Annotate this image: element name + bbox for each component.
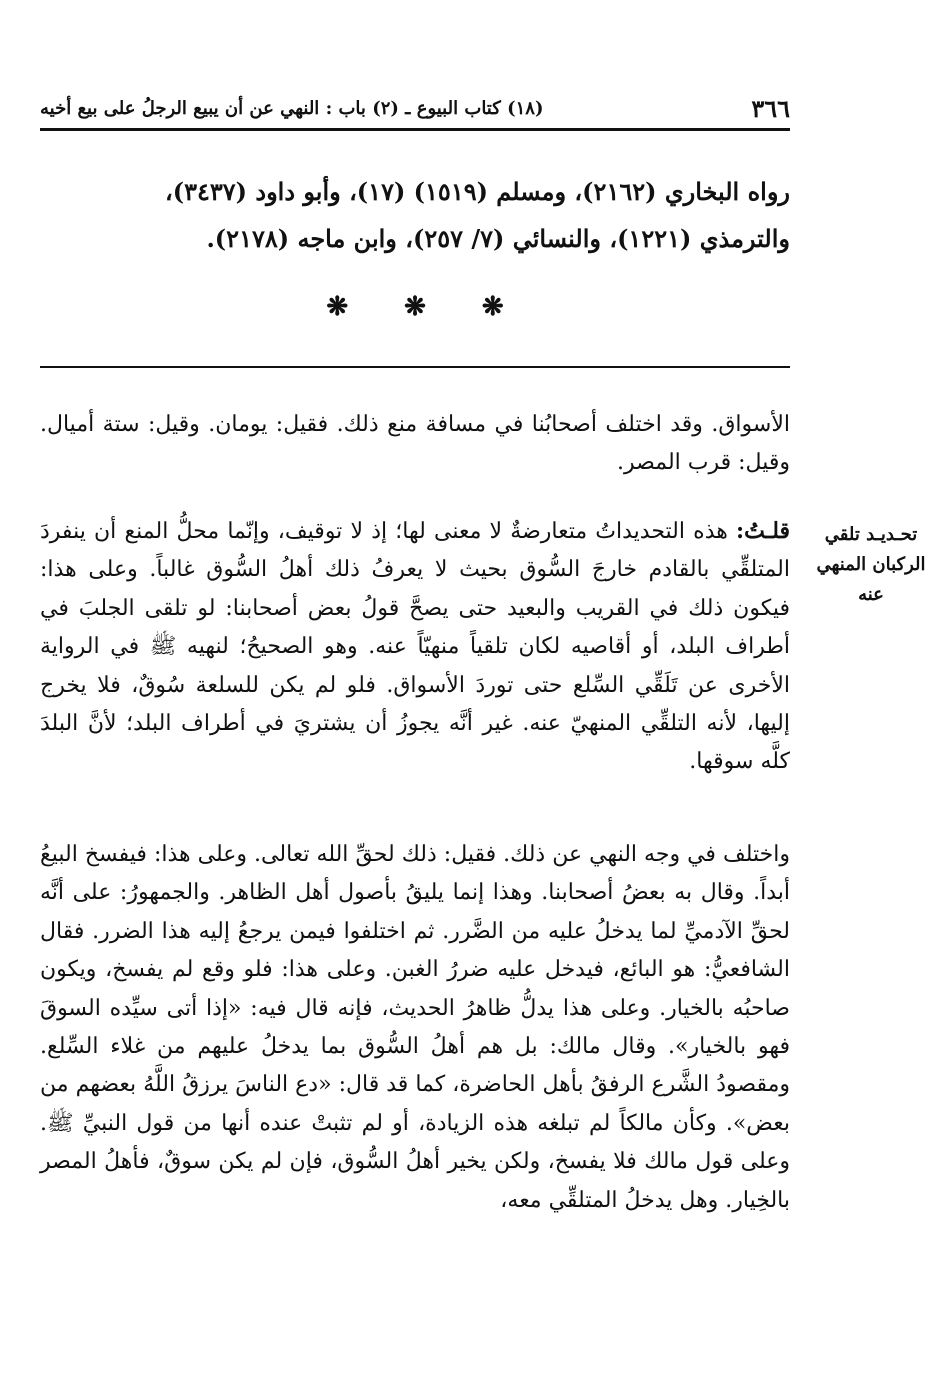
hadith-reference [40, 168, 790, 262]
margin-heading: تحـديـد تلقي الركبان المنهي عنه [816, 524, 926, 605]
page-header [40, 92, 790, 124]
paragraph-body: هذه التحديداتُ متعارضةٌ لا معنى لها؛ إذ لا توقيف، وإنّما محلُّ المنع أن ينفردَ المتلقِّي بالقادم خارجَ السُّوق بحيث لا يعرفُ ذلك أهلُ السُّوق غالباً. وعلى هذا: فيكون ذلك في القريب والبعيد حتى يصحَّ قولُ بعض أصحابنا: لو تلقى الجلبَ في أطراف البلد، أو أقاصيه لكان تلقياً منهيّاً عنه. وهو الصحيحُ؛ لنهيه ﷺ في الرواية الأخرى عن تَلَقِّي السِّلع حتى توردَ الأسواق. فلو لم يكن للسلعة سُوقٌ، فلا يخرج إليها، لأنه التلقِّي المنهيّ عنه. غير أنَّه يجوزُ أن يشتريَ في أطراف البلد؛ لأنَّ البلدَ كلَّه سوقها. [40, 519, 790, 775]
paragraph-text [40, 512, 790, 782]
star-ornament: ❋ [481, 292, 504, 322]
header-rule [40, 128, 790, 131]
page-number: ٣٦٦ [751, 93, 790, 123]
hadith-reference-line: والترمذي (١٢٢١)، والنسائي (٧/ ٢٥٧)، وابن ماجه (٢١٧٨). [206, 224, 790, 253]
running-title: (١٨) كتاب البيوع ـ (٢) باب : النهي عن أن يبيع الرجلُ على بيع أخيه [40, 97, 544, 119]
commentary-paragraph [40, 836, 790, 1220]
paragraph-text: الأسواق. وقد اختلف أصحابُنا في مسافة منع ذلك. فقيل: يومان. وقيل: ستة أميال. وقيل: قرب المصر. [40, 412, 790, 476]
paragraph-text: واختلف في وجه النهي عن ذلك. فقيل: ذلك لحقِّ الله تعالى. وعلى هذا: فيفسخ البيعُ أبداً. وقال به بعضُ أصحابنا. وهذا إنما يليقُ بأصول أهل الظاهر. والجمهورُ: على أنَّه لحقِّ الآدميِّ لما يدخلُ عليه من الضَّرر. ثم اختلفوا فيمن يرجعُ إليه هذا الضرر. فقال الشافعيُّ: هو البائع، فيدخل عليه ضررُ الغبن. وعلى هذا: فلو وقع لم يفسخ، ويكون صاحبُه بالخيار. وعلى هذا يدلُّ ظاهرُ الحديث، فإنه قال فيه: «إذا أتى سيِّده السوقَ فهو بالخيار». وقال مالك: بل هم أهلُ السُّوق بما يدخلُ عليهم من غلاء السِّلع. ومقصودُ الشَّرع الرفقُ بأهل الحاضرة، كما قد قال: «دع الناسَ يرزقُ اللَّهُ بعضهم من بعض». وكأن مالكاً لم تبلغه هذه الزيادة، أو لم تثبتْ عنده أنها من قول النبيِّ ﷺ. وعلى قول مالك فلا يفسخ، ولكن يخير أهلُ السُّوق، فإن لم يكن سوقٌ، فأهلُ المصر بالخِيار. وهل يدخلُ المتلقِّي معه، [40, 842, 790, 1213]
footnote-separator-rule [40, 366, 790, 368]
commentary-paragraph [40, 406, 790, 483]
star-ornament: ❋ [326, 292, 349, 322]
hadith-reference-line: رواه البخاري (٢١٦٢)، ومسلم (١٥١٩) (١٧)، وأبو داود (٣٤٣٧)، [165, 177, 790, 206]
star-ornament: ❋ [404, 292, 426, 322]
commentary-paragraph [40, 512, 790, 782]
lead-word-qultu: قلـتُ: [736, 518, 790, 544]
section-divider-stars [40, 292, 790, 322]
